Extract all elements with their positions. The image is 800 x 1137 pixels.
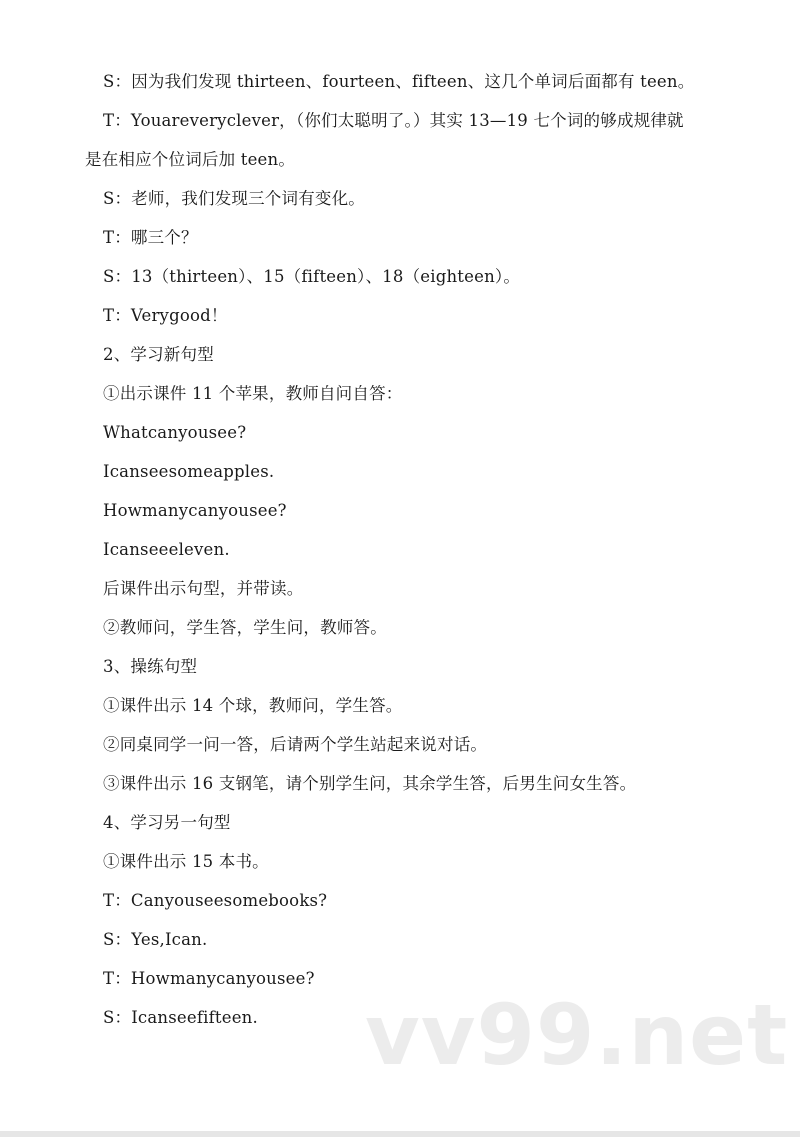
section-heading: 4、学习另一句型	[103, 813, 231, 832]
paragraph-line: T：Youareveryclever，（你们太聪明了。）其实 13—19 七个词的够成规律就	[103, 111, 684, 130]
paragraph-line: ①课件出示 15 本书。	[103, 852, 269, 871]
paragraph-line: ①出示课件 11 个苹果，教师自问自答：	[103, 384, 403, 403]
paragraph-line: T：Verygood！	[103, 306, 228, 325]
paragraph-line: S：13（thirteen）、15（fifteen）、18（eighteen）。	[103, 267, 521, 286]
paragraph-line: 后课件出示句型，并带读。	[103, 579, 304, 598]
paragraph-line: Icanseesomeapples.	[103, 462, 275, 481]
paragraph-line: ①课件出示 14 个球，教师问，学生答。	[103, 696, 403, 715]
paragraph-line: 是在相应个位词后加 teen。	[85, 150, 296, 169]
paragraph-line: S：Icanseefifteen.	[103, 1008, 258, 1027]
paragraph-line: S：Yes,Ican.	[103, 930, 208, 949]
paragraph-line: T：Canyouseesomebooks?	[103, 891, 328, 910]
section-heading: 2、学习新句型	[103, 345, 214, 364]
paragraph-line: Icanseeeleven.	[103, 540, 230, 559]
page-bottom-edge	[0, 1131, 800, 1137]
paragraph-line: ②教师问，学生答，学生问，教师答。	[103, 618, 387, 637]
paragraph-line: Howmanycanyousee?	[103, 501, 287, 520]
paragraph-line: S：老师，我们发现三个词有变化。	[103, 189, 366, 208]
paragraph-line: ②同桌同学一问一答，后请两个学生站起来说对话。	[103, 735, 488, 754]
section-heading: 3、操练句型	[103, 657, 198, 676]
watermark: vv99.net	[365, 986, 789, 1084]
paragraph-line: S：因为我们发现 thirteen、fourteen、fifteen、这几个单词后面都有 teen。	[103, 72, 695, 91]
paragraph-line: T：Howmanycanyousee?	[103, 969, 315, 988]
paragraph-line: ③课件出示 16 支钢笔，请个别学生问，其余学生答，后男生问女生答。	[103, 774, 637, 793]
paragraph-line: Whatcanyousee?	[103, 423, 247, 442]
paragraph-line: T：哪三个？	[103, 228, 198, 247]
